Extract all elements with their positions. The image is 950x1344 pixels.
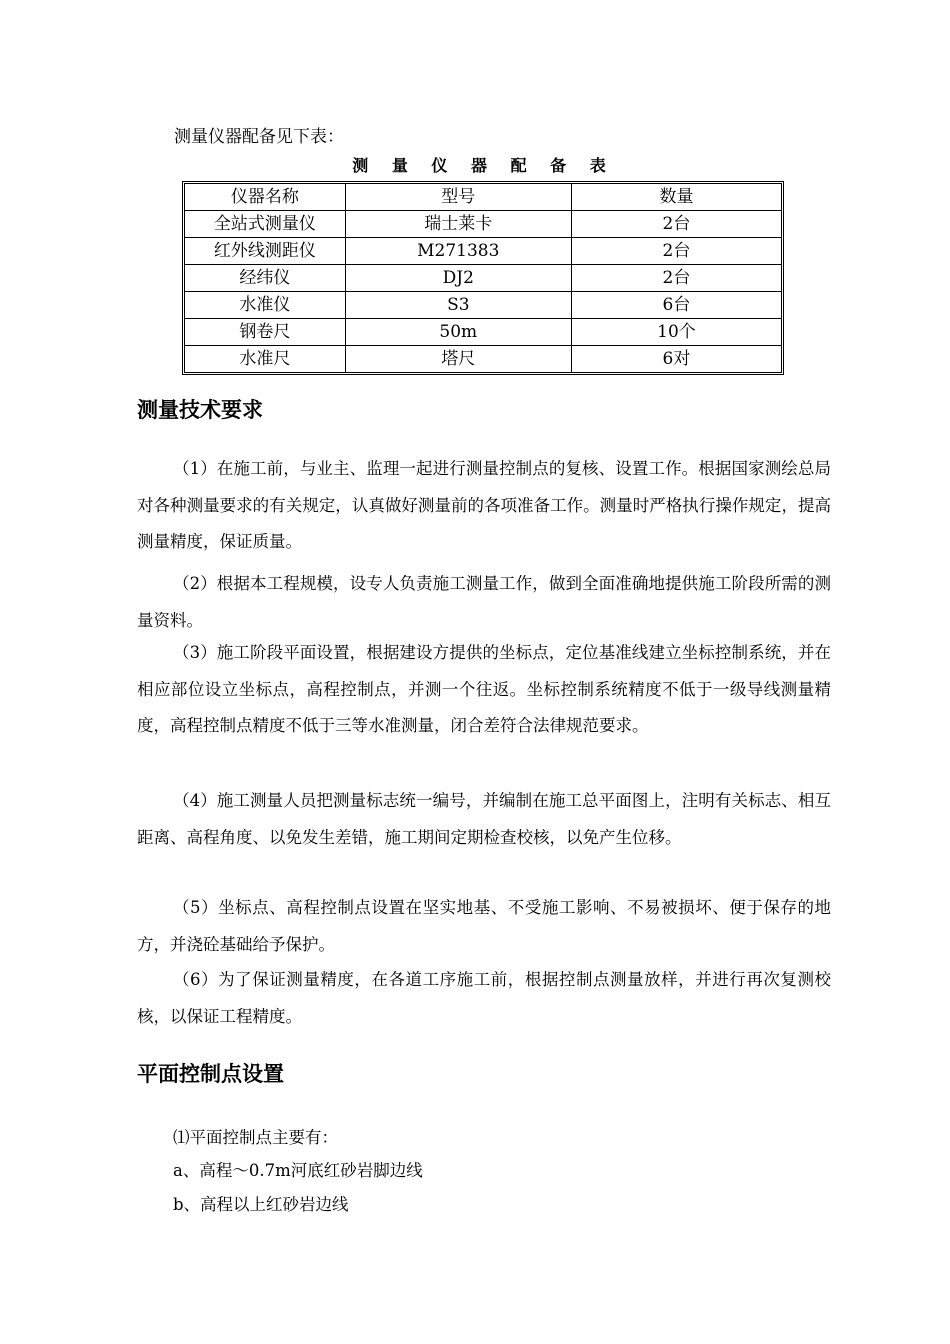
table-row: [185, 292, 782, 319]
instrument-table: [184, 183, 782, 373]
paragraph-3: （3）施工阶段平面设置，根据建设方提供的坐标点，定位基准线建立坐标控制系统，并在相应部位设立坐标点，高程控制点，并测一个往返。坐标控制系统精度不低于一级导线测量精度，高程控制点精度不低于三等水准测量，闭合差符合法律规范要求。: [137, 643, 831, 735]
table-cell: 10个: [571, 319, 781, 346]
table-row: [185, 265, 782, 292]
table-cell: 塔尺: [345, 346, 571, 373]
header-cell-model: 型号: [345, 184, 571, 211]
paragraph-2: （2）根据本工程规模，设专人负责施工测量工作，做到全面准确地提供施工阶段所需的测量资料。: [137, 574, 831, 630]
table-row: [185, 319, 782, 346]
table-cell: S3: [345, 292, 571, 319]
table-cell: 2台: [571, 265, 781, 292]
table-cell: 经纬仪: [185, 265, 346, 292]
table-row: [185, 238, 782, 265]
table-cell: 钢卷尺: [185, 319, 346, 346]
table-cell: M271383: [345, 238, 571, 265]
table-header-row: [185, 184, 782, 211]
paragraph-4: （4）施工测量人员把测量标志统一编号，并编制在施工总平面图上，注明有关标志、相互距离、高程角度、以免发生差错，施工期间定期检查校核，以免产生位移。: [137, 791, 831, 847]
section-heading-control-points: 平面控制点设置: [137, 1062, 284, 1086]
table-cell: 6对: [571, 346, 781, 373]
paragraph-5: （5）坐标点、高程控制点设置在坚实地基、不受施工影响、不易被损坏、便于保存的地方，并浇砼基础给予保护。: [137, 898, 831, 954]
list-item: a、高程～0.7m河底红砂岩脚边线: [173, 1161, 423, 1180]
header-cell-quantity: 数量: [571, 184, 781, 211]
section-heading-survey-requirements: 测量技术要求: [137, 398, 263, 422]
table-row: [185, 211, 782, 238]
table-title: 测 量 仪 器 配 备 表: [352, 156, 615, 175]
table-row: [185, 346, 782, 373]
table-cell: 6台: [571, 292, 781, 319]
paragraph-1: （1）在施工前，与业主、监理一起进行测量控制点的复核、设置工作。根据国家测绘总局对各种测量要求的有关规定，认真做好测量前的各项准备工作。测量时严格执行操作规定，提高测量精度，保证质量。: [137, 459, 831, 551]
list-item: b、高程以上红砂岩边线: [173, 1195, 349, 1214]
table-cell: DJ2: [345, 265, 571, 292]
intro-text: 测量仪器配备见下表：: [174, 127, 344, 147]
table-cell: 2台: [571, 238, 781, 265]
header-cell-name: 仪器名称: [185, 184, 346, 211]
table-cell: 2台: [571, 211, 781, 238]
list-item: ⑴平面控制点主要有：: [173, 1128, 338, 1147]
table-cell: 50m: [345, 319, 571, 346]
table-cell: 水准尺: [185, 346, 346, 373]
paragraph-6: （6）为了保证测量精度，在各道工序施工前，根据控制点测量放样，并进行再次复测校核，以保证工程精度。: [137, 970, 831, 1026]
table-cell: 红外线测距仪: [185, 238, 346, 265]
table-cell: 瑞士莱卡: [345, 211, 571, 238]
table-cell: 全站式测量仪: [185, 211, 346, 238]
table-cell: 水准仪: [185, 292, 346, 319]
